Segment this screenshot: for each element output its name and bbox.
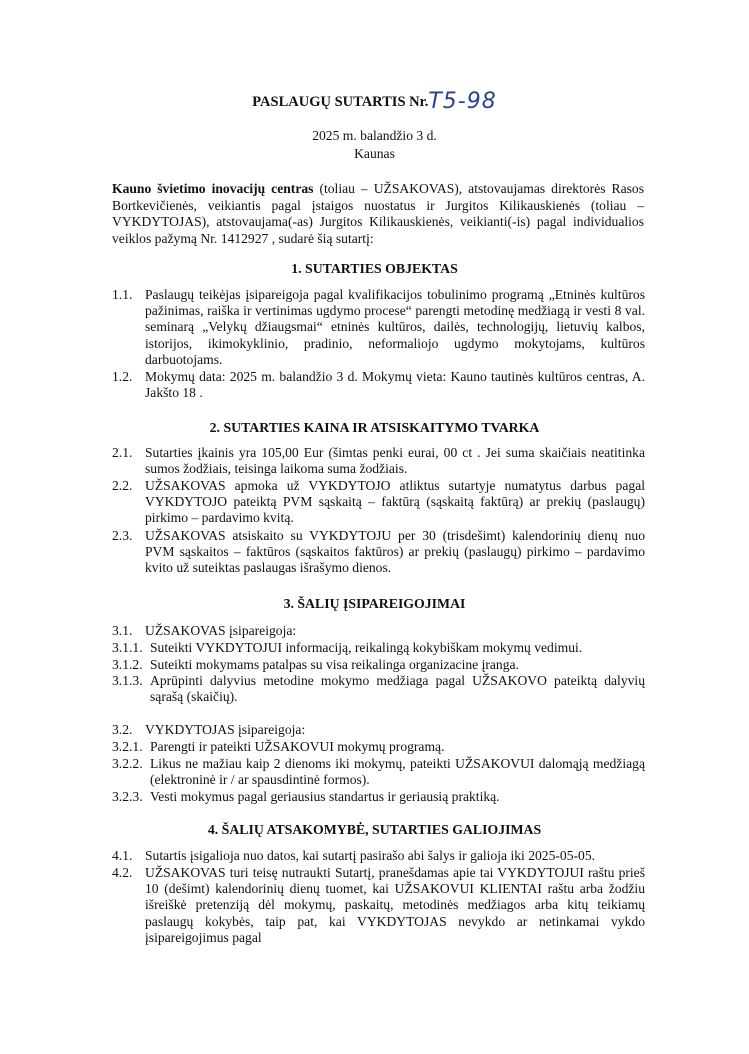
clause-number: 3.1.2. (112, 657, 143, 672)
clause-text: UŽSAKOVAS apmoka už VYKDYTOJO atliktus sutartyje numatytus darbus pagal VYKDYTOJO pateiktą PVM sąskaitą – faktūrą (sąskaitą faktūrą) ar prekių (paslaugų) pirkimo – pardavimo kvitą. (145, 478, 645, 526)
clause-number: 4.2. (112, 865, 133, 880)
clause-number: 3.2.2. (112, 756, 143, 771)
clause-text: Parengti ir pateikti UŽSAKOVUI mokymų programą. (150, 739, 445, 754)
clause-text: Vesti mokymus pagal geriausius standartus ir geriausią praktiką. (150, 789, 500, 804)
clause-number: 2.1. (112, 445, 133, 460)
clause-text: Sutarties įkainis yra 105,00 Eur (šimtas penki eurai, 00 ct . Jei suma skaičiais neatitinka sumos žodžiais, teisinga laikoma suma žodžiais. (145, 445, 645, 477)
section-title: 4. ŠALIŲ ATSAKOMYBĖ, SUTARTIES GALIOJIMAS (207, 822, 542, 837)
clause-number: 4.1. (112, 848, 133, 863)
section-title: 1. SUTARTIES OBJEKTAS (291, 261, 458, 276)
clause-text: Paslaugų teikėjas įsipareigoja pagal kvalifikacijos tobulinimo programą „Etninės kultūros pažinimas, raiška ir vertinimas ugdymo procese“ parengti metodinę medžiagą ir vesti 8 val. seminarą „Velykų džiaugsmai“ etninės kultūros, dailės, technologijų, lietuvių kalbos, istorijos, ikimokyklinio, pradinio, neformaliojo ugdymo mokytojams, kultūros darbuotojams. (145, 287, 645, 367)
intro-party-name: Kauno švietimo inovacijų centras (112, 181, 314, 196)
handwritten-contract-number: T5-98 (428, 89, 497, 114)
clause-text: UŽSAKOVAS turi teisę nutraukti Sutartį, pranešdamas apie tai VYKDYTOJUI raštu prieš 10 (dešimt) kalendorinių dienų tuomet, kai UŽSAKOVUI KLIENTAI raštu arba žodžiu išreiškė pretenziją dėl mokymų, paskaitų, metodinės medžiagos arba kitų teikiamų paslaugų kokybės, taip pat, kai VYKDYTOJAS nevykdo ar netinkamai vykdo įsipareigojimus pagal (145, 865, 645, 945)
clause-number: 2.2. (112, 478, 133, 493)
section-title: 3. ŠALIŲ ĮSIPAREIGOJIMAI (283, 596, 466, 611)
clause-text: Suteikti mokymams patalpas su visa reikalinga organizacine įranga. (150, 657, 519, 672)
contract-date: 2025 m. balandžio 3 d. (312, 128, 437, 143)
clause-number: 3.2.1. (112, 739, 143, 754)
clause-number: 3.1.1. (112, 640, 143, 655)
intro-text: (toliau – UŽSAKOVAS), atstovaujamas direktorės Rasos Bortkevičienės, veikiantis pagal įstaigos nuostatus ir Jurgitos Kilikauskienės (toliau – VYKDYTOJAS), atstovaujama(-as) Jurgitos Kilikauskienės, veikianti(-is) pagal individualios veiklos pažymą Nr. 1412927 , sudarė šią sutartį: (112, 181, 644, 246)
clause-number: 3.2. (112, 722, 133, 737)
intro-paragraph (112, 181, 644, 247)
clause-text: Likus ne mažiau kaip 2 dienoms iki mokymų, pateikti UŽSAKOVUI dalomąją medžiagą (elektroninė ir / ar spausdintinė formos). (150, 756, 645, 788)
section-title: 2. SUTARTIES KAINA IR ATSISKAITYMO TVARKA (209, 420, 540, 435)
clause-text: UŽSAKOVAS atsiskaito su VYKDYTOJU per 30 (trisdešimt) kalendorinių dienų nuo PVM sąskaitos – faktūros (sąskaitos faktūros) ar prekių (paslaugų) pirkimo – pardavimo kvito už suteiktas paslaugas išrašymo dienos. (145, 528, 645, 576)
document-title (0, 89, 749, 114)
clause-number: 3.1.3. (112, 673, 143, 688)
clause-text: Mokymų data: 2025 m. balandžio 3 d. Mokymų vieta: Kauno tautinės kultūros centras, A. Jakšto 18 . (145, 369, 645, 401)
title-text: PASLAUGŲ SUTARTIS Nr. (252, 94, 429, 110)
contract-city: Kaunas (354, 146, 395, 161)
clause-number: 1.2. (112, 369, 133, 384)
clause-text: VYKDYTOJAS įsipareigoja: (145, 722, 306, 737)
clause-number: 3.2.3. (112, 789, 143, 804)
clause-number: 3.1. (112, 623, 133, 638)
clause-text: UŽSAKOVAS įsipareigoja: (145, 623, 297, 638)
clause-text: Suteikti VYKDYTOJUI informaciją, reikalingą kokybiškam mokymų vedimui. (150, 640, 583, 655)
clause-number: 2.3. (112, 528, 133, 543)
clause-text: Aprūpinti dalyvius metodine mokymo medžiaga pagal UŽSAKOVO pateiktą dalyvių sąrašą (skaičių). (150, 673, 645, 705)
clause-number: 1.1. (112, 287, 133, 302)
clause-text: Sutartis įsigalioja nuo datos, kai sutartį pasirašo abi šalys ir galioja iki 2025-05-05. (145, 848, 596, 863)
